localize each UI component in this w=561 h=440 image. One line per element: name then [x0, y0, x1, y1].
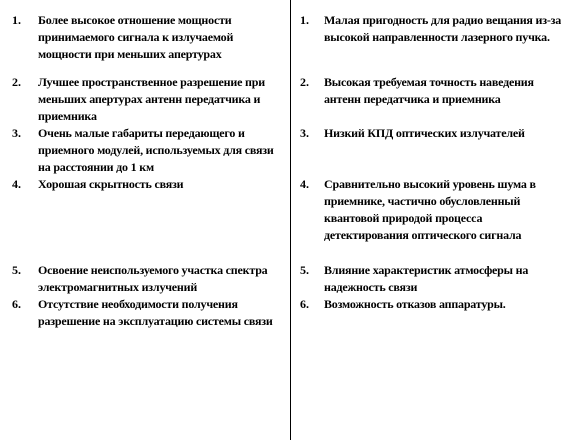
item-text: Возможность отказов аппаратуры.	[324, 297, 506, 311]
column-divider	[290, 0, 291, 440]
item-number: 5.	[12, 263, 21, 277]
item-number: 2.	[300, 75, 309, 89]
item-number: 3.	[12, 126, 21, 140]
item-number: 5.	[300, 263, 309, 277]
item-number: 1.	[300, 13, 309, 27]
item-text: Отсутствие необходимости получения разрешение на эксплуатацию системы связи	[38, 297, 273, 328]
item-number: 1.	[12, 13, 21, 27]
item-text: Сравнительно высокий уровень шума в приемнике, частично обусловленный квантовой природой процесса детектирования оптического сигнала	[324, 177, 536, 242]
item-text: Очень малые габариты передающего и приемного модулей, используемых для связи на расстоянии до 1 км	[38, 126, 274, 174]
item-number: 6.	[300, 297, 309, 311]
item-text: Более высокое отношение мощности принимаемого сигнала к излучаемой мощности при меньших апертурах	[38, 13, 234, 61]
item-text: Низкий КПД оптических излучателей	[324, 126, 525, 140]
item-text: Хорошая скрытность связи	[38, 177, 184, 191]
item-text: Малая пригодность для радио вещания из-за высокой направленности лазерного пучка.	[324, 13, 561, 44]
item-number: 3.	[300, 126, 309, 140]
item-text: Освоение неиспользуемого участка спектра электромагнитных излучений	[38, 263, 268, 294]
item-number: 4.	[300, 177, 309, 191]
item-number: 6.	[12, 297, 21, 311]
item-text: Влияние характеристик атмосферы на надежность связи	[324, 263, 529, 294]
item-text: Лучшее пространственное разрешение при меньших апертурах антенн передатчика и приемника	[38, 75, 265, 123]
item-text: Высокая требуемая точность наведения антенн передатчика и приемника	[324, 75, 534, 106]
item-number: 4.	[12, 177, 21, 191]
item-number: 2.	[12, 75, 21, 89]
